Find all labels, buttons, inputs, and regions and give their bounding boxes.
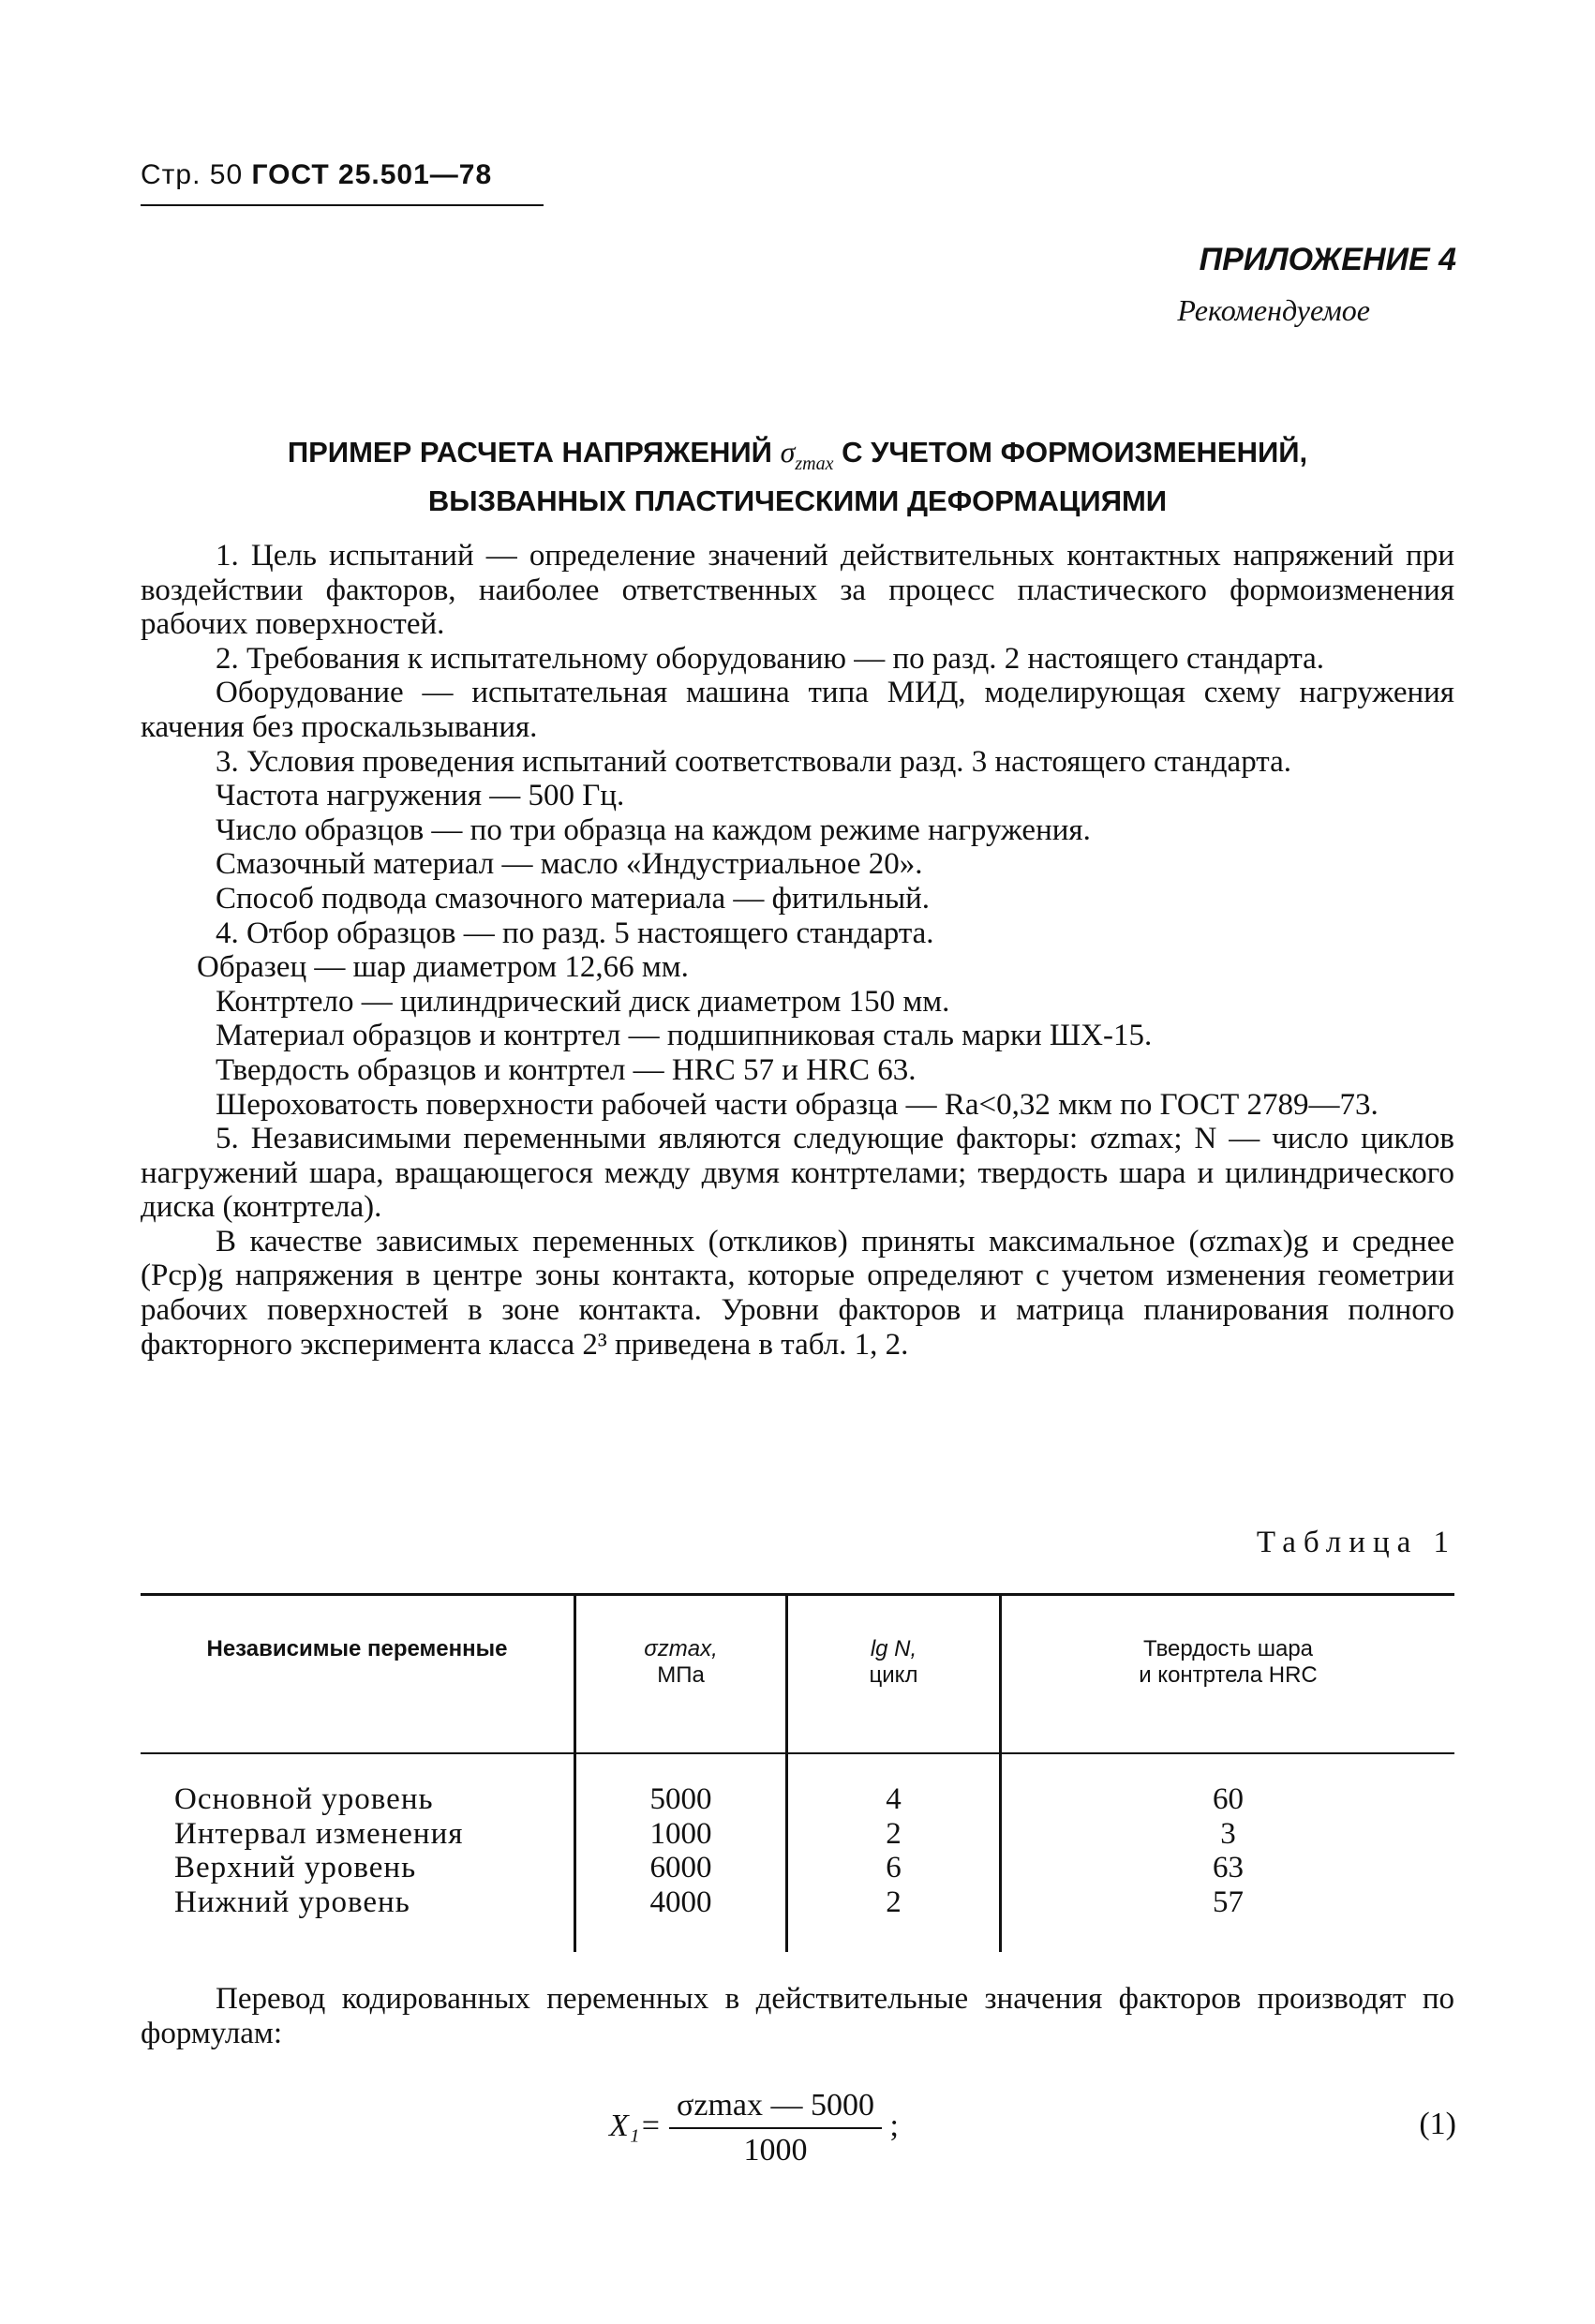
paragraph: Материал образцов и контртел — подшипниковая сталь марки ШХ-15.: [216, 1019, 1153, 1053]
paragraph: Твердость образцов и контртел — HRC 57 и HRC 63.: [216, 1052, 917, 1087]
page-header: [141, 159, 492, 191]
body-text: [141, 539, 1454, 1362]
table-header-sigma: σzmax, МПа: [644, 1636, 718, 1688]
table-cell: 60: [1213, 1782, 1244, 1816]
appendix-label: ПРИЛОЖЕНИЕ 4: [1199, 242, 1456, 277]
table-col-sigma: [576, 1782, 785, 1919]
table-cell: 57: [1213, 1885, 1244, 1919]
paragraph: 3. Условия проведения испытаний соответствовали разд. 3 настоящего стандарта.: [216, 744, 1291, 779]
paragraph: Шероховатость поверхности рабочей части образца — Ra<0,32 мкм по ГОСТ 2789—73.: [216, 1087, 1379, 1122]
table-cell: 6: [886, 1851, 902, 1885]
paragraph: Способ подвода смазочного материала — фитильный.: [216, 881, 931, 916]
paragraph: Контртело — цилиндрический диск диаметром 150 мм.: [216, 984, 950, 1019]
equation-number: (1): [1419, 2107, 1456, 2141]
paragraph: Оборудование — испытательная машина типа МИД, моделирующая схему нагружения качения без проскальзывания.: [141, 676, 1454, 744]
table-header-hardness: Твердость шара и контртела HRC: [1139, 1636, 1318, 1688]
title-line-1: ПРИМЕР РАСЧЕТА НАПРЯЖЕНИЙ $\sigma_{zmax}$ С УЧЕТОМ ФОРМОИЗМЕНЕНИЙ,: [287, 435, 1308, 474]
table-col-hrc: [1002, 1782, 1454, 1919]
table-cell: Верхний уровень: [174, 1851, 417, 1885]
document-title: [141, 429, 1454, 524]
page-label: Стр. 50: [141, 159, 244, 190]
paragraph: Число образцов — по три образца на каждом режиме нагружения.: [216, 812, 1091, 847]
table-cell: 2: [886, 1885, 902, 1919]
formula-denominator: 1000: [743, 2133, 808, 2168]
table-cell: 2: [886, 1816, 902, 1851]
table-cell: 4000: [649, 1885, 712, 1919]
table-cell: Основной уровень: [174, 1782, 434, 1816]
table-header-lgn: lg N, цикл: [869, 1636, 918, 1688]
table-header-variables: Независимые переменные: [206, 1636, 508, 1661]
formula-lhs: X₁=: [609, 2108, 662, 2143]
formula-intro: Перевод кодированных переменных в действительные значения факторов производят по формулам:: [141, 1982, 1454, 2050]
paragraph: Образец — шар диаметром 12,66 мм.: [197, 950, 689, 985]
table-cell: 4: [886, 1782, 902, 1816]
table-cell: 5000: [649, 1782, 712, 1816]
table-header-rule: [141, 1752, 1454, 1754]
paragraph: Частота нагружения — 500 Гц.: [216, 779, 625, 813]
table-caption: Таблица 1: [1256, 1526, 1456, 1559]
formula-fraction: [669, 2088, 882, 2168]
table-top-rule: [141, 1593, 1454, 1596]
table-cell: Нижний уровень: [174, 1885, 410, 1919]
header-rule: [141, 204, 544, 206]
standard-number: ГОСТ 25.501—78: [251, 159, 493, 190]
table-cell: 1000: [649, 1816, 712, 1851]
formula-1: [609, 2088, 899, 2168]
table-cell: Интервал изменения: [174, 1816, 464, 1851]
formula-tail: ;: [889, 2108, 899, 2143]
paragraph: 2. Требования к испытательному оборудованию — по разд. 2 настоящего стандарта.: [216, 641, 1325, 676]
table-col-lgn: [788, 1782, 999, 1919]
paragraph: 5. Независимыми переменными являются следующие факторы: σzmax; N — число циклов нагружений шара, вращающегося между двумя контртелами; твердость шара и цилиндрического диска (контртела).: [141, 1122, 1454, 1225]
table-col-names: [174, 1782, 568, 1919]
paragraph: В качестве зависимых переменных (откликов) приняты максимальное (σzmax)g и среднее (Pср)g напряжения в центре зоны контакта, которые определяют с учетом изменения геометрии рабочих поверхностей в зоне контакта. Уровни факторов и матрица планирования полного факторного эксперимента класса 2³ приведена в табл. 1, 2.: [141, 1224, 1454, 1362]
title-line-2: ВЫЗВАННЫХ ПЛАСТИЧЕСКИМИ ДЕФОРМАЦИЯМИ: [427, 484, 1168, 517]
appendix-status: Рекомендуемое: [1177, 293, 1370, 327]
table-cell: 6000: [649, 1851, 712, 1885]
table-cell: 63: [1213, 1851, 1244, 1885]
paragraph: 4. Отбор образцов — по разд. 5 настоящего стандарта.: [216, 916, 934, 950]
formula-numerator: σzmax — 5000: [669, 2088, 882, 2129]
table-cell: 3: [1220, 1816, 1236, 1851]
paragraph: 1. Цель испытаний — определение значений действительных контактных напряжений при воздействии факторов, наиболее ответственных за процесс пластического формоизменения рабочих поверхностей.: [141, 539, 1454, 642]
paragraph: Смазочный материал — масло «Индустриальное 20».: [216, 847, 923, 882]
